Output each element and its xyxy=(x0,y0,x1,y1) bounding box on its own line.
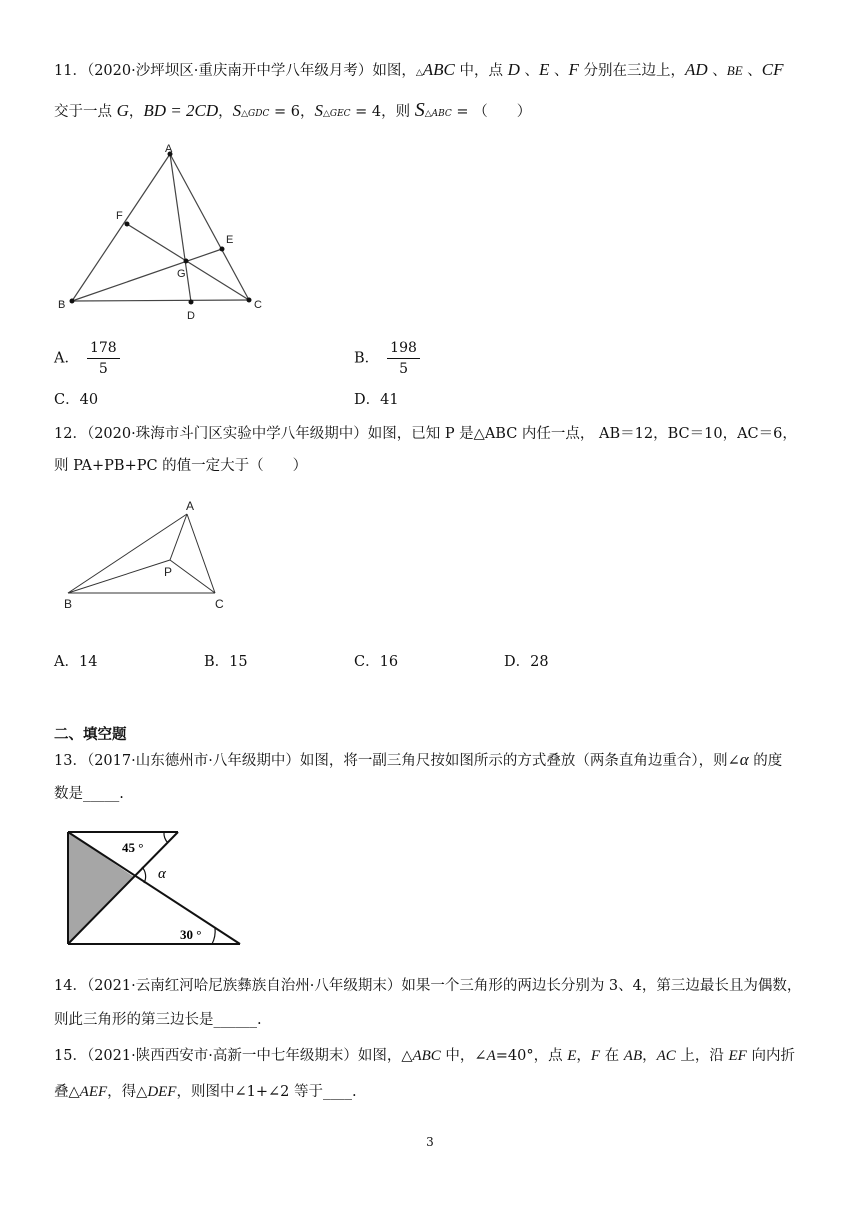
q12-line1: 12．（2020·珠海市斗门区实验中学八年级期中）如图，已知 P 是△ABC 内任一点， AB＝12，BC＝10，AC＝6， xyxy=(54,426,797,442)
q14-line2: 则此三角形的第三边长是______. xyxy=(54,1012,262,1028)
q11-option-c: C．40 xyxy=(54,392,99,408)
q12-label-b: B xyxy=(64,597,73,611)
q11-figure xyxy=(50,140,270,325)
q14-line1: 14．（2021·云南红河哈尼族彝族自治州·八年级期末）如果一个三角形的两边长分别为 3、4，第三边最长且为偶数， xyxy=(54,978,802,994)
q11-option-d: D．41 xyxy=(354,392,399,408)
q11-option-b: B． $\frac{198}{5}$ xyxy=(354,340,420,377)
q12-option-a: A．14 xyxy=(54,654,98,670)
point-b xyxy=(70,299,75,304)
q11-option-a: A． $\frac{178}{5}$ xyxy=(54,340,120,377)
q13-angle-45: 45 ° xyxy=(122,840,144,855)
label-f: F xyxy=(116,210,123,222)
label-e: E xyxy=(226,234,234,246)
q13-figure xyxy=(60,826,260,951)
point-f xyxy=(125,222,130,227)
q15-line2: 叠△AEF，得△DEF，则图中∠1+∠2 等于____. xyxy=(54,1084,357,1100)
point-c xyxy=(247,298,252,303)
section-title: 二、填空题 xyxy=(54,727,127,743)
q12-label-a: A xyxy=(186,499,195,513)
q11-line2: 交于一点 G，BD = 2CD，S△GDC = 6，S△GEC = 4，则 S△ABC = （ ） xyxy=(54,99,532,121)
label-d: D xyxy=(187,310,195,322)
q13-angle-alpha: α xyxy=(158,866,166,882)
q12-line2: 则 PA+PB+PC 的值一定大于（ ） xyxy=(54,458,308,474)
q13-angle-30: 30 ° xyxy=(180,927,202,942)
point-e xyxy=(220,247,225,252)
q11-line1: 11．（2020·沙坪坝区·重庆南开中学八年级月考）如图，△ABC 中，点 D 、E 、F 分别在三边上，AD 、BE 、CF xyxy=(54,60,784,79)
q12-label-p: P xyxy=(164,565,173,579)
page-number: 3 xyxy=(426,1135,434,1149)
label-a: A xyxy=(165,143,173,155)
q15-line1: 15．（2021·陕西西安市·高新一中七年级期末）如图，△ABC 中，∠A=40°，点 E，F 在 AB，AC 上，沿 EF 向内折 xyxy=(54,1048,795,1064)
q12-label-c: C xyxy=(215,597,224,611)
q13-line1: 13．（2017·山东德州市·八年级期中）如图，将一副三角尺按如图所示的方式叠放（两条直角边重合），则∠α 的度 xyxy=(54,750,783,769)
q12-option-d: D．28 xyxy=(504,654,549,670)
label-c: C xyxy=(254,299,262,311)
q12-option-c: C．16 xyxy=(354,654,399,670)
label-g: G xyxy=(177,268,186,280)
label-b: B xyxy=(58,299,66,311)
point-d xyxy=(189,300,194,305)
q12-option-b: B．15 xyxy=(204,654,248,670)
q12-figure xyxy=(60,496,250,616)
q13-line2: 数是_____. xyxy=(54,786,124,802)
point-g xyxy=(184,259,189,264)
